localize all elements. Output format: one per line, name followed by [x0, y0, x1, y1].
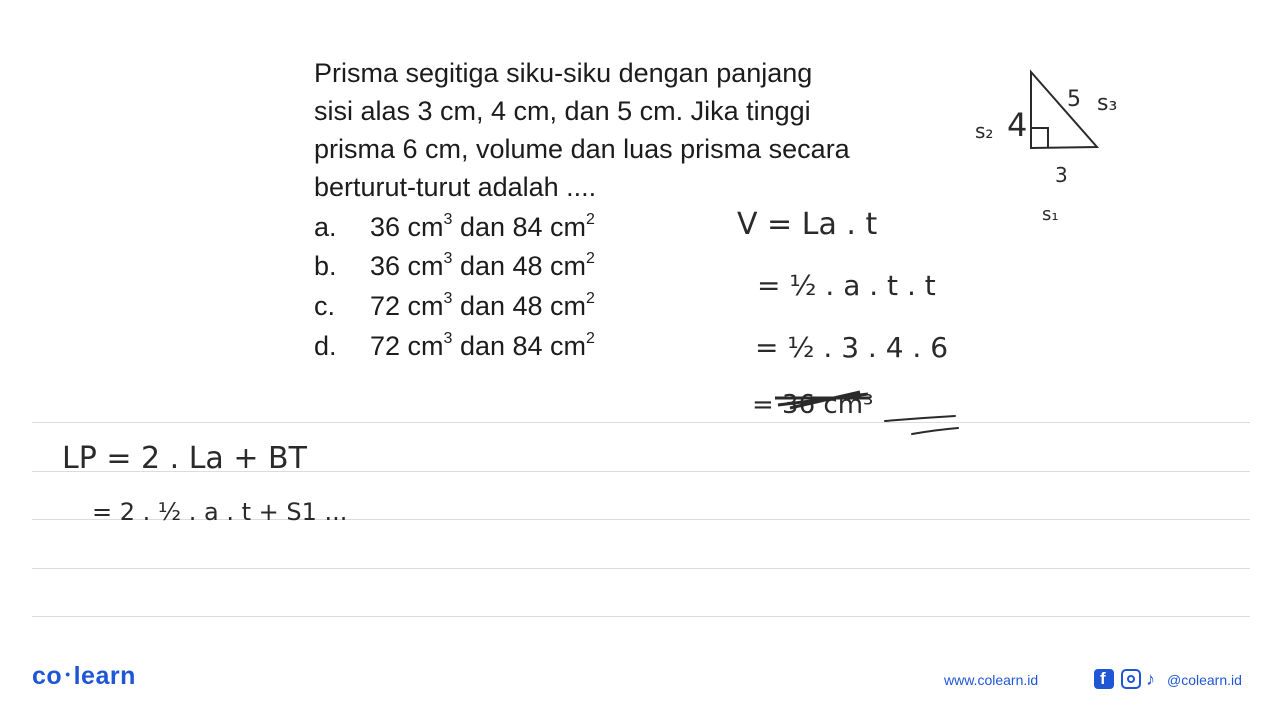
website-link[interactable]: www.colearn.id — [944, 672, 1039, 688]
exponent: 2 — [586, 250, 595, 267]
exponent: 2 — [586, 330, 595, 347]
triangle-sketch — [1031, 72, 1097, 148]
exponent: 2 — [586, 290, 595, 307]
label-s1: s₁ — [1042, 204, 1059, 225]
option-area: dan 84 cm — [452, 212, 587, 242]
exponent: 3 — [443, 330, 453, 347]
logo-dot: • — [65, 666, 71, 682]
option-area: dan 48 cm — [452, 291, 587, 321]
label-side-3: 3 — [1055, 163, 1068, 187]
option-letter: c. — [314, 291, 336, 321]
question-line: berturut-turut adalah .... — [314, 172, 597, 202]
exponent: 3 — [443, 250, 453, 267]
option-volume: 36 cm — [370, 212, 444, 242]
triangle-shape — [1031, 72, 1097, 148]
volume-step-4: = 36 cm³ — [752, 390, 874, 420]
right-angle-mark — [1031, 128, 1048, 147]
volume-step-2: = ½ . a . t . t — [757, 269, 936, 302]
exponent: 2 — [586, 211, 595, 228]
exponent: 3 — [443, 290, 453, 307]
logo-co: co — [32, 662, 63, 690]
option-volume: 36 cm — [370, 251, 444, 281]
label-side-4: 4 — [1007, 106, 1028, 144]
option-volume: 72 cm — [370, 331, 444, 361]
exponent: 3 — [443, 211, 453, 228]
question-line: Prisma segitiga siku-siku dengan panjang — [314, 58, 813, 88]
surface-step-2: = 2 . ½ . a . t + S1 ... — [92, 498, 348, 526]
logo-learn: learn — [73, 662, 136, 690]
question-line: sisi alas 3 cm, 4 cm, dan 5 cm. Jika tinggi — [314, 96, 811, 126]
option-area: dan 48 cm — [452, 251, 587, 281]
option-volume: 72 cm — [370, 291, 444, 321]
social-handle[interactable]: @colearn.id — [1167, 672, 1242, 688]
tiktok-icon[interactable]: ♪ — [1146, 669, 1155, 689]
instagram-icon[interactable] — [1121, 669, 1141, 689]
answer-underline — [885, 416, 958, 434]
volume-step-3: = ½ . 3 . 4 . 6 — [755, 331, 949, 364]
label-s2: s₂ — [975, 119, 994, 143]
question-line: prisma 6 cm, volume dan luas prisma secara — [314, 134, 850, 164]
facebook-icon[interactable]: f — [1094, 669, 1114, 689]
colearn-logo — [32, 662, 136, 691]
option-area: dan 84 cm — [452, 331, 587, 361]
volume-step-1: V = La . t — [737, 207, 878, 242]
label-s3: s₃ — [1097, 91, 1118, 116]
surface-step-1: LP = 2 . La + BT — [62, 441, 307, 476]
option-letter: a. — [314, 212, 337, 242]
label-side-5: 5 — [1067, 87, 1081, 112]
option-letter: d. — [314, 331, 337, 361]
option-letter: b. — [314, 251, 337, 281]
